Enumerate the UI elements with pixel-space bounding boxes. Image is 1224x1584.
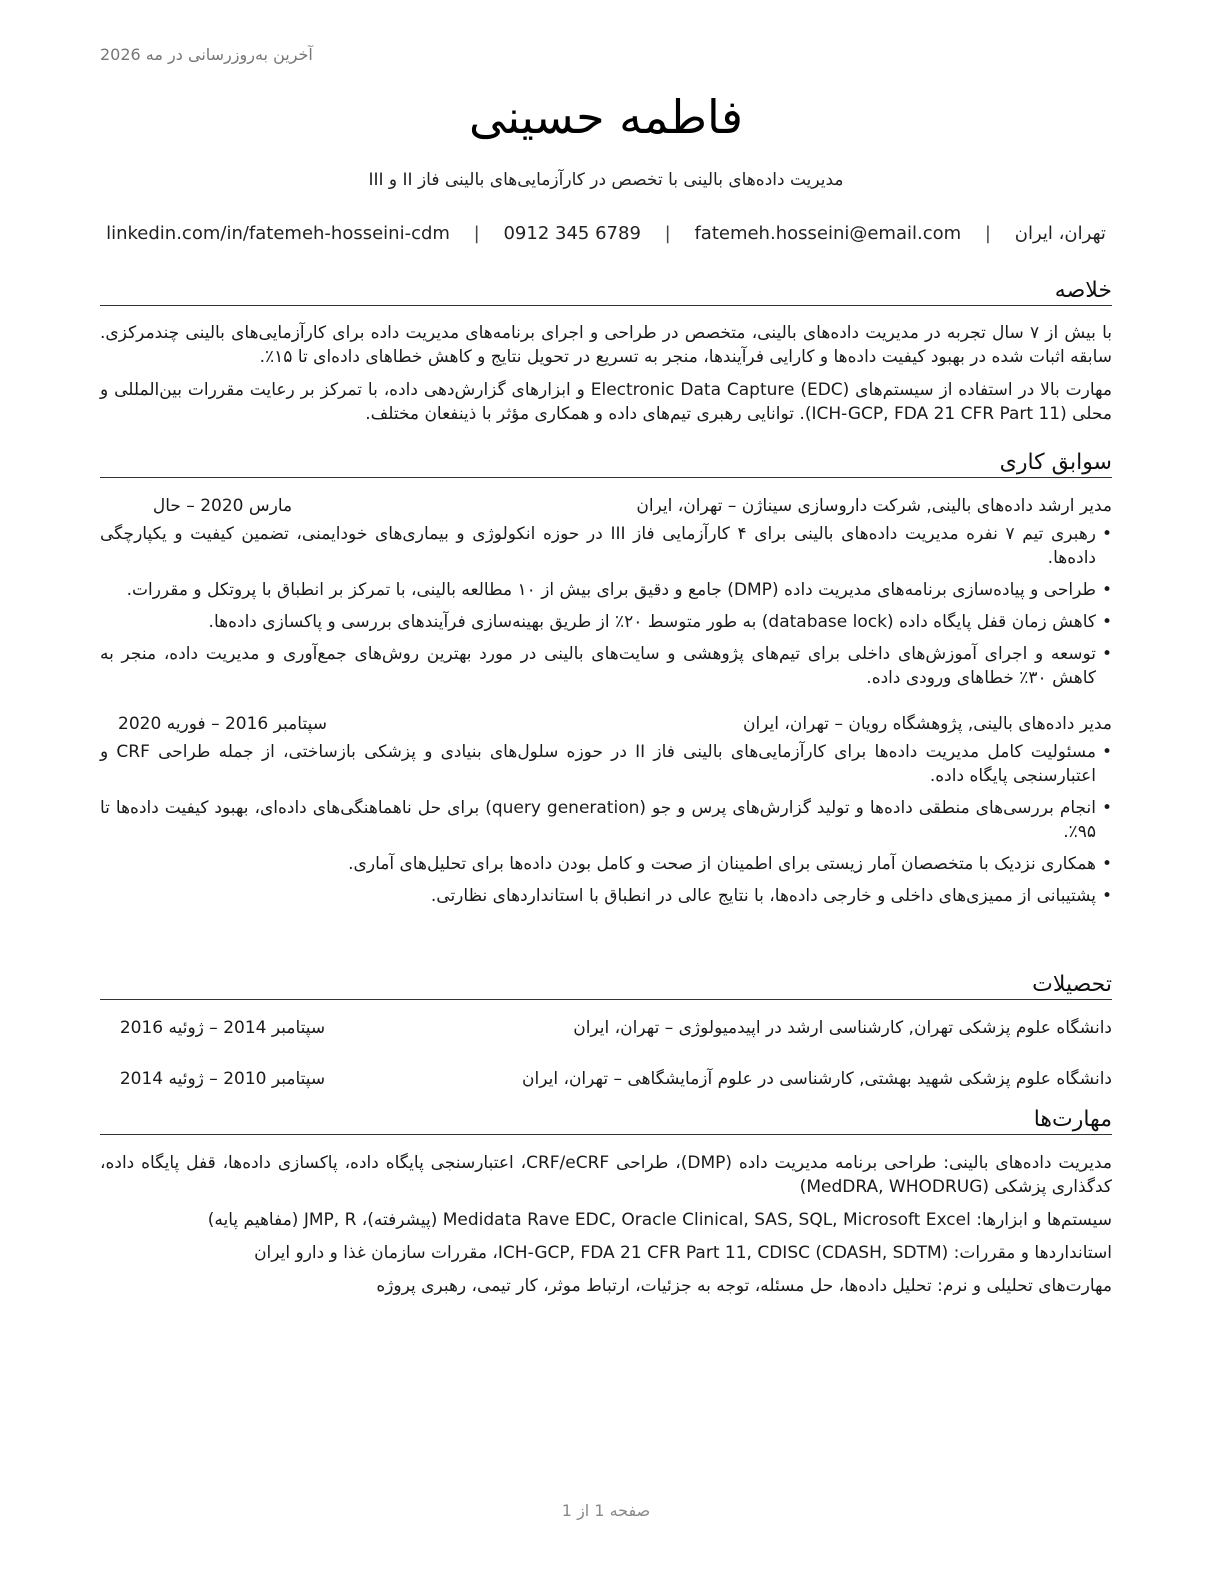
section-title-skills: مهارت‌ها: [100, 1107, 1112, 1135]
job-title: مدیر ارشد داده‌های بالینی, شرکت داروسازی سیناژن – تهران، ایران: [636, 496, 1112, 516]
contact-separator: |: [473, 223, 480, 244]
skill-item: مدیریت داده‌های بالینی: طراحی برنامه مدیریت داده (DMP)، طراحی CRF/eCRF، اعتبارسنجی پایگاه داده، پاکسازی داده‌ها، قفل پایگاه داده، کدگذاری پزشکی (MedDRA, WHODRUG): [100, 1153, 1112, 1197]
section-title-experience: سوابق کاری: [100, 450, 1112, 478]
job-bullet: • کاهش زمان قفل پایگاه داده (database lock) به طور متوسط ۲۰٪ از طریق بهینه‌سازی فرآیندهای بررسی و پاکسازی داده‌ها.: [100, 610, 1112, 634]
skill-item: مهارت‌های تحلیلی و نرم: تحلیل داده‌ها، حل مسئله، توجه به جزئیات، ارتباط موثر، کار تیمی، رهبری پروژه: [376, 1276, 1112, 1296]
skill-item: سیستم‌ها و ابزارها: Medidata Rave EDC, Oracle Clinical, SAS, SQL, Microsoft Excel (پیشرفته)، JMP, R (مفاهیم پایه): [207, 1210, 1112, 1230]
contact-linkedin[interactable]: linkedin.com/in/fatemeh-hosseini-cdm: [106, 223, 450, 244]
job-bullets: [100, 522, 1112, 690]
job-bullet: • مسئولیت کامل مدیریت داده‌ها برای کارآزمایی‌های بالینی فاز II در حوزه سلول‌های بنیادی و پزشکی بازساختی، از جمله طراحی CRF و اعتبارسنجی پایگاه داده.: [100, 740, 1112, 788]
contact-email[interactable]: fatemeh.hosseini@email.com: [694, 223, 962, 244]
contact-location: تهران، ایران: [1014, 223, 1106, 244]
job-header: [100, 494, 1112, 518]
job-bullet: • پشتیبانی از ممیزی‌های داخلی و خارجی داده‌ها، با نتایج عالی در انطباق با استانداردهای نظارتی.: [100, 884, 1112, 908]
contact-line: [100, 223, 1112, 244]
education-title: دانشگاه علوم پزشکی تهران, کارشناسی ارشد در اپیدمیولوژی – تهران، ایران: [573, 1018, 1112, 1038]
page-number: صفحه 1 از 1: [561, 1501, 651, 1520]
section-title-education: تحصیلات: [100, 972, 1112, 1000]
education-entry: [100, 1016, 1112, 1040]
experience-section: [100, 450, 1112, 916]
candidate-subtitle: مدیریت داده‌های بالینی با تخصص در کارآزمایی‌های بالینی فاز II و III: [368, 170, 844, 190]
job-bullet: • طراحی و پیاده‌سازی برنامه‌های مدیریت داده (DMP) جامع و دقیق برای بیش از ۱۰ مطالعه بالینی، با تمرکز بر انطباق با پروتکل و مقررات.: [100, 578, 1112, 602]
contact-separator: |: [984, 223, 991, 244]
summary-paragraph: مهارت بالا در استفاده از سیستم‌های Electronic Data Capture (EDC) و ابزارهای گزارش‌دهی داده، با تمرکز بر رعایت مقررات بین‌المللی و محلی (ICH-GCP, FDA 21 CFR Part 11). توانایی رهبری تیم‌های داده و همکاری مؤثر با ذینفعان مختلف.: [100, 380, 1112, 424]
education-dates: سپتامبر 2014 – ژوئیه 2016: [119, 1018, 326, 1038]
last-updated: آخرین به‌روزرسانی در مه 2026: [100, 45, 313, 64]
education-section: [100, 972, 1112, 1091]
job-bullet: • انجام بررسی‌های منطقی داده‌ها و تولید گزارش‌های پرس و جو (query generation) برای حل ناهماهنگی‌های داده‌ای، بهبود کیفیت داده‌ها تا ۹۵٪.: [100, 796, 1112, 844]
skills-section: [100, 1107, 1112, 1307]
education-title: دانشگاه علوم پزشکی شهید بهشتی, کارشناسی در علوم آزمایشگاهی – تهران، ایران: [522, 1069, 1112, 1089]
job-dates: مارس 2020 – حال: [152, 496, 293, 516]
skill-item: استانداردها و مقررات: ICH-GCP, FDA 21 CFR Part 11, CDISC (CDASH, SDTM)، مقررات سازمان غذا و دارو ایران: [254, 1243, 1112, 1263]
education-dates: سپتامبر 2010 – ژوئیه 2014: [119, 1069, 326, 1089]
section-title-summary: خلاصه: [100, 278, 1112, 306]
education-entry: [100, 1067, 1112, 1091]
job-bullet: • رهبری تیم ۷ نفره مدیریت داده‌های بالینی برای ۴ کارآزمایی فاز III در حوزه انکولوژی و بیماری‌های خودایمنی، تضمین کیفیت و یکپارچگی داده‌ها.: [100, 522, 1112, 570]
job-dates: سپتامبر 2016 – فوریه 2020: [118, 714, 327, 734]
contact-phone[interactable]: 0912 345 6789: [503, 223, 641, 244]
summary-paragraph: با بیش از ۷ سال تجربه در مدیریت داده‌های بالینی، متخصص در طراحی و اجرای برنامه‌های مدیریت داده برای کارآزمایی‌های بالینی چندمرکزی. سابقه اثبات شده در بهبود کیفیت داده‌ها و کارایی فرآیندها، منجر به تسریع در تحویل نتایج و کاهش خطاهای داده‌ای تا ۱۵٪.: [100, 323, 1112, 367]
candidate-name: فاطمه حسینی: [468, 90, 744, 144]
job-bullet: • همکاری نزدیک با متخصصان آمار زیستی برای اطمینان از صحت و کامل بودن داده‌ها برای تحلیل‌های آماری.: [100, 852, 1112, 876]
job-title: مدیر داده‌های بالینی, پژوهشگاه رویان – تهران، ایران: [742, 714, 1112, 734]
job-header: [100, 712, 1112, 736]
job-bullet: • توسعه و اجرای آموزش‌های داخلی برای تیم‌های پژوهشی و سایت‌های بالینی در مورد بهترین روش‌های جمع‌آوری و مدیریت داده، منجر به کاهش ۳۰٪ خطاهای ورودی داده.: [100, 642, 1112, 690]
job-bullets: [100, 740, 1112, 908]
summary-section: [100, 278, 1112, 426]
job-entry: [100, 712, 1112, 908]
job-entry: [100, 494, 1112, 690]
contact-separator: |: [664, 223, 671, 244]
resume-page: [100, 0, 1112, 1584]
